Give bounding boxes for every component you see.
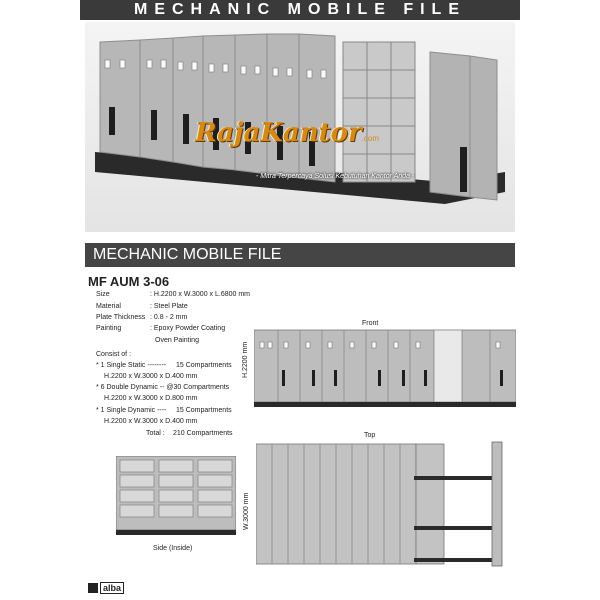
spec-label: Size bbox=[96, 291, 110, 298]
header-title: MECHANIC MOBILE FILE bbox=[134, 1, 466, 18]
spec-value: : 0.8 - 2 mm bbox=[150, 314, 188, 321]
watermark-tagline: - Mitra Terpercaya Solusi Kebutuhan Kantor Anda - bbox=[256, 173, 415, 180]
consist-dims: H.2200 x W.3000 x D.400 mm bbox=[104, 418, 198, 425]
top-width-dim: W.3000 mm bbox=[243, 492, 250, 530]
top-view-drawing bbox=[256, 440, 516, 570]
spec-value: : H.2200 x W.3000 x L.6800 mm bbox=[150, 291, 250, 298]
model-name: MF AUM 3-06 bbox=[88, 274, 170, 289]
spec-value: : Epoxy Powder Coating bbox=[150, 325, 226, 332]
front-height-dim: H.2200 mm bbox=[242, 341, 249, 378]
total-value: 210 Compartments bbox=[173, 430, 233, 437]
brand-logo bbox=[88, 582, 124, 594]
front-view-drawing bbox=[254, 328, 516, 410]
watermark-logo: RajaKantor.com bbox=[195, 118, 380, 148]
front-view-label: Front bbox=[362, 320, 379, 327]
spec-label: Plate Thickness bbox=[96, 314, 146, 321]
consist-count: 15 Compartments bbox=[176, 407, 232, 414]
top-view-label: Top bbox=[364, 432, 376, 439]
total-label: Total : bbox=[146, 430, 165, 437]
section-title: MECHANIC MOBILE FILE bbox=[85, 243, 515, 267]
consist-item: * 1 Single Dynamic ---- bbox=[96, 407, 167, 414]
side-view-label: Side (Inside) bbox=[153, 545, 193, 552]
consist-item: * 1 Single Static -------- bbox=[96, 362, 167, 369]
spec-value: : Steel Plate bbox=[150, 303, 188, 310]
consist-heading: Consist of : bbox=[96, 351, 132, 358]
spec-label: Painting bbox=[96, 325, 122, 332]
consist-dims: H.2200 x W.3000 x D.800 mm bbox=[104, 395, 198, 402]
consist-dims: H.2200 x W.3000 x D.400 mm bbox=[104, 373, 198, 380]
consist-count: 15 Compartments bbox=[176, 362, 232, 369]
side-view-drawing bbox=[116, 456, 236, 536]
brand-mark-icon bbox=[88, 583, 98, 593]
spec-label: Material bbox=[96, 303, 121, 310]
brand-name: alba bbox=[100, 582, 124, 594]
consist-item: * 6 Double Dynamic -- @30 Compartments bbox=[96, 384, 230, 391]
page-header bbox=[80, 0, 520, 20]
spec-value: Oven Painting bbox=[155, 337, 199, 344]
